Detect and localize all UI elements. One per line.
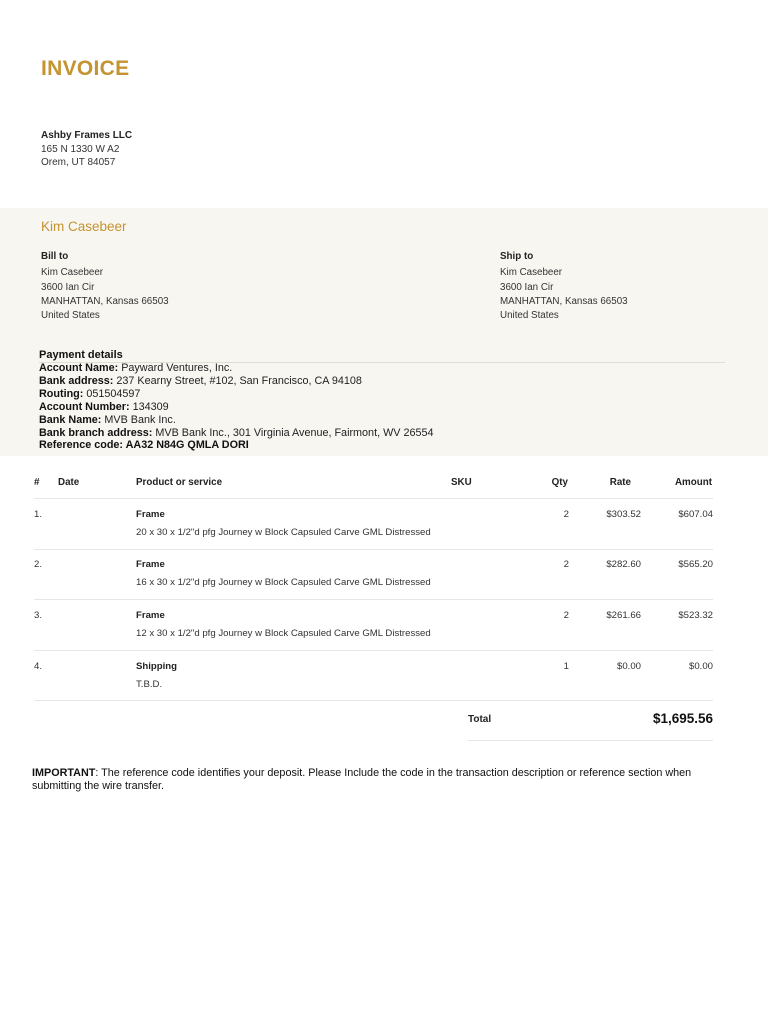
- row-product: Shipping: [136, 661, 178, 672]
- row-product: Frame: [136, 610, 165, 621]
- row-rate: $261.66: [606, 610, 641, 621]
- total-value: $1,695.56: [652, 711, 713, 726]
- invoice-title: INVOICE: [41, 57, 130, 80]
- row-amount: $523.32: [678, 610, 713, 621]
- payment-account-number: Account Number: 134309: [39, 400, 169, 413]
- col-header-num: #: [34, 477, 40, 488]
- row-description: T.B.D.: [136, 679, 163, 690]
- col-header-product: Product or service: [136, 477, 223, 488]
- important-text: : The reference code identifies your deposit. Please Include the code in the transaction description or reference section when submitting the wire transfer.: [32, 767, 692, 792]
- ship-to-name: Kim Casebeer: [500, 267, 563, 279]
- important-label: IMPORTANT: [32, 767, 96, 779]
- row-qty: 2: [563, 559, 569, 570]
- row-product: Frame: [136, 559, 165, 570]
- row-number: 3.: [34, 610, 43, 621]
- ship-to-city: MANHATTAN, Kansas 66503: [500, 295, 628, 307]
- row-product: Frame: [136, 509, 165, 520]
- row-amount: $0.00: [688, 661, 713, 672]
- company-street: 165 N 1330 W A2: [41, 143, 120, 155]
- col-header-qty: Qty: [551, 477, 568, 488]
- important-note: [32, 767, 732, 793]
- col-header-rate: Rate: [609, 477, 631, 488]
- row-description: 20 x 30 x 1/2"d pfg Journey w Block Capsuled Carve GML Distressed: [136, 527, 431, 538]
- row-amount: $565.20: [678, 559, 713, 570]
- company-city: Orem, UT 84057: [41, 157, 116, 168]
- row-rate: $282.60: [606, 559, 641, 570]
- payment-details-heading: Payment details: [39, 349, 123, 361]
- row-description: 12 x 30 x 1/2"d pfg Journey w Block Capsuled Carve GML Distressed: [136, 628, 431, 639]
- bill-to-city: MANHATTAN, Kansas 66503: [41, 295, 169, 307]
- table-divider: [34, 650, 713, 651]
- table-divider: [34, 549, 713, 550]
- bill-to-country: United States: [41, 310, 100, 322]
- table-divider: [34, 599, 713, 600]
- row-rate: $303.52: [606, 509, 641, 520]
- payment-account-name: Account Name: Payward Ventures, Inc.: [39, 362, 233, 374]
- row-number: 2.: [34, 559, 43, 570]
- customer-name: Kim Casebeer: [41, 219, 127, 234]
- total-label: Total: [468, 714, 492, 725]
- ship-to-country: United States: [500, 310, 559, 322]
- row-qty: 1: [563, 661, 569, 672]
- row-qty: 2: [563, 610, 569, 621]
- total-divider: [468, 740, 713, 741]
- row-rate: $0.00: [616, 661, 641, 672]
- table-divider: [34, 498, 713, 499]
- ship-to-block: [500, 250, 628, 323]
- row-amount: $607.04: [678, 509, 713, 520]
- company-name: Ashby Frames LLC: [41, 130, 133, 141]
- col-header-amount: Amount: [674, 477, 712, 488]
- row-number: 1.: [34, 509, 43, 520]
- bill-to-block: [41, 250, 169, 323]
- payment-bank-name: Bank Name: MVB Bank Inc.: [39, 413, 176, 426]
- bill-to-heading: Bill to: [41, 251, 69, 262]
- table-divider: [34, 700, 713, 701]
- col-header-sku: SKU: [451, 477, 472, 488]
- bill-to-name: Kim Casebeer: [41, 267, 104, 279]
- company-address: [41, 129, 132, 170]
- payment-details: [39, 362, 433, 452]
- row-qty: 2: [563, 509, 569, 520]
- payment-bank-address: Bank address: 237 Kearny Street, #102, San Francisco, CA 94108: [39, 374, 362, 387]
- ship-to-street: 3600 Ian Cir: [500, 281, 554, 293]
- row-number: 4.: [34, 661, 43, 672]
- payment-routing: Routing: 051504597: [39, 387, 141, 400]
- payment-branch-address: Bank branch address: MVB Bank Inc., 301 Virginia Avenue, Fairmont, WV 26554: [39, 426, 434, 439]
- col-header-date: Date: [58, 477, 80, 488]
- ship-to-heading: Ship to: [500, 251, 534, 262]
- row-description: 16 x 30 x 1/2"d pfg Journey w Block Capsuled Carve GML Distressed: [136, 577, 431, 588]
- bill-to-street: 3600 Ian Cir: [41, 281, 95, 293]
- payment-reference-code: Reference code: AA32 N84G QMLA DORI: [39, 439, 249, 452]
